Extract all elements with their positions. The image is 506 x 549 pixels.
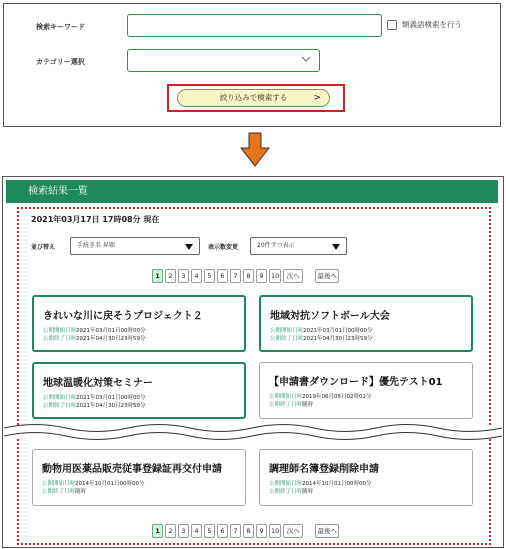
card-end-date: 公開終了日時2021年04月30日23時59分 bbox=[270, 336, 373, 342]
result-card[interactable] bbox=[32, 362, 246, 419]
card-start-date: 公開開始日時2014年10月01日00時00分 bbox=[42, 481, 145, 487]
count-label: 表示数変更 bbox=[208, 244, 239, 251]
result-card[interactable] bbox=[32, 295, 246, 352]
card-end-date: 公開終了日時随時 bbox=[42, 489, 87, 495]
result-card[interactable] bbox=[32, 449, 246, 506]
last-page-button[interactable]: 最後へ bbox=[315, 269, 339, 283]
result-card[interactable] bbox=[259, 449, 473, 506]
refine-search-label: 絞り込みで検索する bbox=[219, 93, 288, 102]
page-link-3[interactable]: 3 bbox=[178, 524, 189, 538]
card-end-date: 公開終了日時随時 bbox=[269, 402, 314, 408]
card-end-date: 公開終了日時随時 bbox=[269, 489, 314, 495]
card-start-date: 公開開始日時2021年03月01日00時00分 bbox=[270, 328, 373, 334]
page-link-7[interactable]: 7 bbox=[230, 524, 241, 538]
page-link-7[interactable]: 7 bbox=[230, 269, 241, 283]
page-link-8[interactable]: 8 bbox=[243, 269, 254, 283]
section-break-wave bbox=[4, 421, 502, 445]
card-start-date: 公開開始日時2021年03月01日00時00分 bbox=[43, 328, 146, 334]
card-title: 地球温暖化対策セミナー bbox=[43, 378, 153, 389]
card-title: 地域対抗ソフトボール大会 bbox=[270, 311, 390, 322]
card-start-date: 公開開始日時2014年10月01日00時00分 bbox=[269, 481, 372, 487]
next-page-button[interactable]: 次へ bbox=[283, 524, 303, 538]
last-page-button[interactable]: 最後へ bbox=[315, 524, 339, 538]
page-link-5[interactable]: 5 bbox=[204, 524, 215, 538]
page-link-5[interactable]: 5 bbox=[204, 269, 215, 283]
keyword-input[interactable] bbox=[127, 14, 382, 37]
sort-value: 手続き名 昇順 bbox=[77, 242, 115, 249]
chevron-right-icon: > bbox=[313, 93, 321, 103]
chevron-down-icon bbox=[301, 55, 311, 65]
card-title: 調理師名簿登録削除申請 bbox=[269, 464, 379, 475]
down-arrow-icon bbox=[240, 132, 270, 168]
page-link-8[interactable]: 8 bbox=[243, 524, 254, 538]
dropdown-triangle-icon bbox=[332, 244, 340, 250]
page-link-6[interactable]: 6 bbox=[217, 524, 228, 538]
count-select[interactable] bbox=[250, 237, 347, 255]
page-link-1[interactable]: 1 bbox=[152, 269, 163, 283]
page-link-4[interactable]: 4 bbox=[191, 524, 202, 538]
page-link-10[interactable]: 10 bbox=[269, 269, 281, 283]
page-link-2[interactable]: 2 bbox=[165, 269, 176, 283]
page-link-2[interactable]: 2 bbox=[165, 524, 176, 538]
card-start-date: 公開開始日時2021年03月01日00時00分 bbox=[43, 395, 146, 401]
sort-select[interactable] bbox=[70, 237, 200, 255]
card-start-date: 公開開始日時2019年06月05日02時02分 bbox=[269, 394, 372, 400]
refine-search-button[interactable] bbox=[177, 89, 330, 107]
result-card[interactable] bbox=[259, 362, 473, 419]
count-value: 20件ずつ表示 bbox=[257, 242, 295, 249]
card-title: きれいな川に戻そうプロジェクト２ bbox=[43, 311, 203, 322]
pagination-bottom bbox=[152, 524, 339, 538]
page-link-1[interactable]: 1 bbox=[152, 524, 163, 538]
page-link-6[interactable]: 6 bbox=[217, 269, 228, 283]
category-label: カテゴリー選択 bbox=[36, 58, 85, 66]
dropdown-triangle-icon bbox=[185, 244, 193, 250]
pagination-top bbox=[152, 269, 339, 283]
results-timestamp: 2021年03月17日 17時08分 現在 bbox=[31, 215, 160, 224]
synonym-label[interactable]: 類義語検索を行う bbox=[402, 20, 462, 29]
page-link-9[interactable]: 9 bbox=[256, 524, 267, 538]
card-end-date: 公開終了日時2021年04月30日23時59分 bbox=[43, 336, 146, 342]
next-page-button[interactable]: 次へ bbox=[283, 269, 303, 283]
results-header: 検索結果一覧 bbox=[6, 180, 498, 203]
card-title: 【申請書ダウンロード】優先テスト01 bbox=[269, 377, 443, 388]
card-end-date: 公開終了日時2021年04月30日23時59分 bbox=[43, 403, 146, 409]
page-link-10[interactable]: 10 bbox=[269, 524, 281, 538]
page-link-9[interactable]: 9 bbox=[256, 269, 267, 283]
result-card[interactable] bbox=[259, 295, 473, 352]
sort-label: 並び替え bbox=[31, 244, 56, 251]
page-link-3[interactable]: 3 bbox=[178, 269, 189, 283]
synonym-checkbox-icon[interactable] bbox=[387, 20, 397, 30]
page-link-4[interactable]: 4 bbox=[191, 269, 202, 283]
keyword-label: 検索キーワード bbox=[36, 23, 85, 31]
category-select[interactable] bbox=[127, 49, 320, 72]
card-title: 動物用医薬品販売従事登録証再交付申請 bbox=[42, 464, 222, 475]
